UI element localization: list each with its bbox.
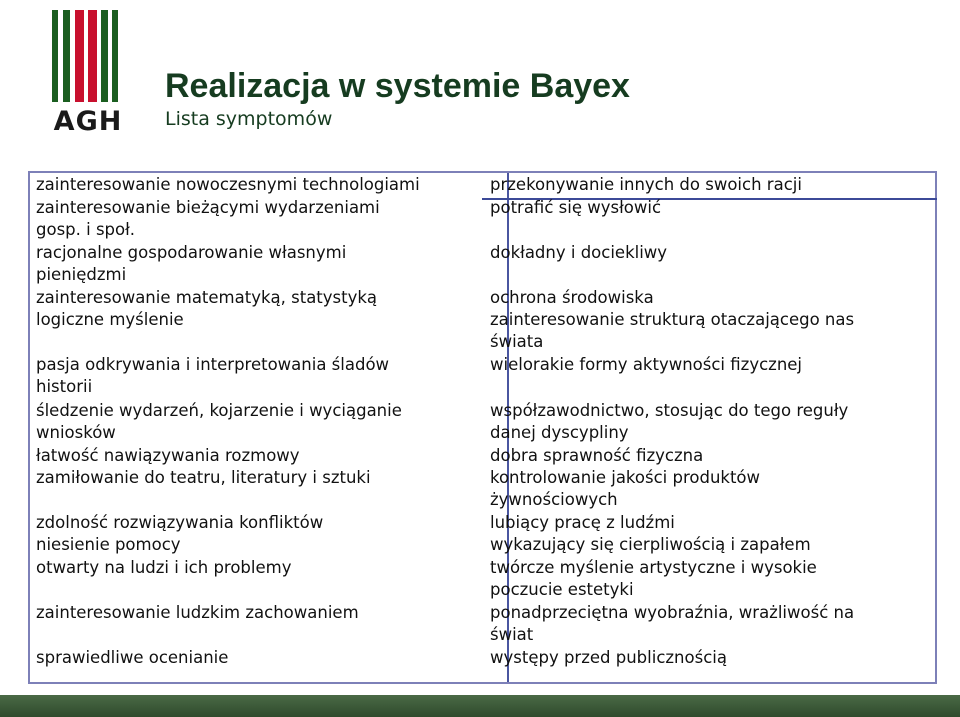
- symptom-cell-left: sprawiedliwe ocenianie: [36, 648, 229, 667]
- logo-bar: [75, 10, 84, 102]
- symptom-cell-left: logiczne myślenie: [36, 310, 184, 329]
- page-subtitle: Lista symptomów: [165, 108, 333, 130]
- logo-bar: [63, 10, 70, 102]
- symptom-cell-right: ochrona środowiska: [490, 288, 654, 307]
- agh-logo: [52, 10, 124, 138]
- symptom-cell-right: występy przed publicznością: [490, 648, 727, 667]
- symptom-cell-left: zdolność rozwiązywania konfliktów: [36, 513, 324, 532]
- symptom-cell-right: przekonywanie innych do swoich racji: [490, 175, 802, 194]
- symptom-cell-right: dobra sprawność fizyczna: [490, 446, 704, 465]
- symptom-cell-right: dokładny i dociekliwy: [490, 243, 668, 262]
- page-title: Realizacja w systemie Bayex: [165, 67, 630, 105]
- symptom-cell-left: zainteresowanie ludzkim zachowaniem: [36, 603, 359, 622]
- logo-bar: [88, 10, 97, 102]
- symptom-cell-right: wykazujący się cierpliwością i zapałem: [490, 535, 811, 554]
- symptom-cell-left: zainteresowanie nowoczesnymi technologiami: [36, 175, 420, 194]
- symptom-cell-left: łatwość nawiązywania rozmowy: [36, 446, 300, 465]
- symptom-cell-right: twórcze myślenie artystyczne i wysokie poczucie estetyki: [490, 558, 817, 599]
- symptom-cell-left: śledzenie wydarzeń, kojarzenie i wyciąganie wniosków: [36, 401, 402, 442]
- symptom-table: [28, 171, 937, 684]
- symptom-cell-right: kontrolowanie jakości produktów żywnościowych: [490, 468, 761, 509]
- symptom-cell-left: zamiłowanie do teatru, literatury i sztuki: [36, 468, 371, 487]
- symptom-cell-right: ponadprzeciętna wyobraźnia, wrażliwość na świat: [490, 603, 855, 644]
- logo-bar: [101, 10, 108, 102]
- footer-bar: [0, 695, 960, 717]
- logo-text: AGH: [53, 106, 123, 137]
- symptom-cell-left: niesienie pomocy: [36, 535, 181, 554]
- symptom-cell-left: otwarty na ludzi i ich problemy: [36, 558, 292, 577]
- symptom-cell-right: potrafić się wysłowić: [490, 198, 662, 217]
- logo-bar: [112, 10, 118, 102]
- symptom-cell-left: pasja odkrywania i interpretowania śladów historii: [36, 355, 390, 396]
- symptom-cell-left: zainteresowanie matematyką, statystyką: [36, 288, 378, 307]
- logo-bar: [52, 10, 58, 102]
- symptom-cell-right: zainteresowanie strukturą otaczającego nas świata: [490, 310, 855, 351]
- symptom-cell-right: wielorakie formy aktywności fizycznej: [490, 355, 803, 374]
- symptom-cell-right: współzawodnictwo, stosując do tego reguły danej dyscypliny: [490, 401, 849, 442]
- symptom-cell-left: zainteresowanie bieżącymi wydarzeniami gosp. i społ.: [36, 198, 380, 239]
- symptom-cell-right: lubiący pracę z ludźmi: [490, 513, 675, 532]
- symptom-cell-left: racjonalne gospodarowanie własnymi pieniędzmi: [36, 243, 347, 284]
